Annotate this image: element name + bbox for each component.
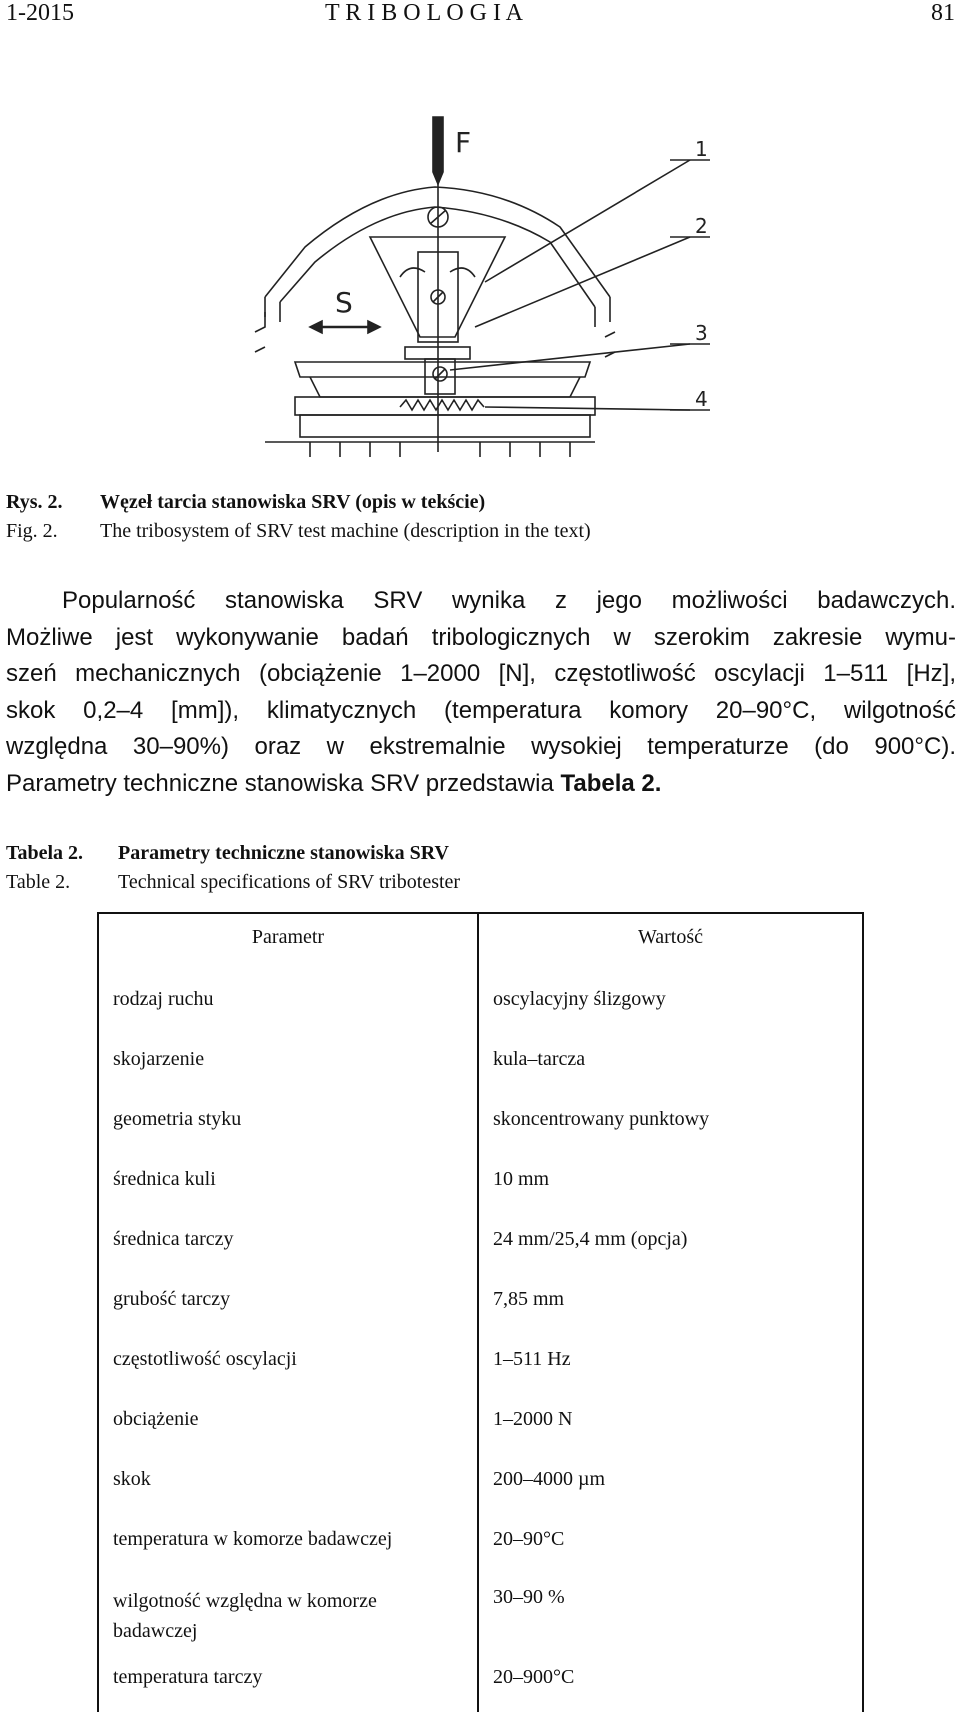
table-row [99,1154,862,1214]
value-cell: 1–511 Hz [493,1348,571,1370]
srv-tribosystem-drawing [250,112,720,472]
figure-caption-en-text: The tribosystem of SRV test machine (description in the text) [100,520,591,542]
param-cell: geometria styku [99,1094,478,1154]
param-cell: wilgotność względna w komorze badawczej [99,1574,478,1652]
table-row [99,974,862,1034]
col-header-value: Wartość [637,926,704,948]
figure-caption-pl [6,491,63,514]
table-row [99,1334,862,1394]
param-cell: rodzaj ruchu [99,974,478,1034]
figure-caption-pl-text: Węzeł tarcia stanowiska SRV (opis w tekście) [100,491,486,513]
table-reference: Tabela 2. [560,769,662,797]
para-line-3: szeń mechanicznych (obciążenie 1–2000 [N], częstotliwość oscylacji 1–511 [Hz], [6,660,956,688]
label-S: S [335,286,353,319]
value-cell: 7,85 mm [493,1288,565,1310]
value-cell: 1–2000 N [493,1408,573,1430]
label-F: F [455,126,472,159]
label-4: 4 [695,387,708,411]
param-cell: grubość tarczy [99,1274,478,1334]
table-row [99,1274,862,1334]
body-paragraph [6,583,956,803]
figure-caption-en-label: Fig. 2. [6,520,58,542]
value-cell: 24 mm/25,4 mm (opcja) [493,1228,688,1250]
table-row [99,1514,862,1574]
table-caption-pl-label: Tabela 2. [6,842,84,864]
para-line-4: skok 0,2–4 [mm]), klimatycznych (temperatura komory 20–90°C, wilgotność [6,696,956,724]
page-number: 81 [931,0,955,26]
value-cell: 30–90 % [493,1586,565,1608]
para-line-1: Popularność stanowiska SRV wynika z jego możliwości badawczych. [62,587,956,614]
para-line-5: względna 30–90%) oraz w ekstremalnie wysokiej temperaturze (do 900°C). [6,733,956,761]
table-caption-en-text: Technical specifications of SRV tribotester [118,871,461,893]
value-cell: oscylacyjny ślizgowy [493,988,666,1010]
param-cell: skok [99,1454,478,1514]
para-line-2: Możliwe jest wykonywanie badań tribologicznych w szerokim zakresie wymu- [6,623,956,651]
param-cell: temperatura w komorze badawczej [99,1514,478,1574]
param-cell: skojarzenie [99,1034,478,1094]
value-cell: kula–tarcza [493,1048,586,1070]
journal-title: T R I B O L O G I A [325,0,523,26]
param-cell: obciążenie [99,1394,478,1454]
table-row [99,1454,862,1514]
value-cell: 20–900°C [493,1666,575,1688]
spec-table [99,914,862,1712]
journal-issue: 1-2015 [6,0,74,26]
table-row [99,1214,862,1274]
table-row [99,1094,862,1154]
param-cell: częstotliwość oscylacji [99,1334,478,1394]
figure-caption-pl-label: Rys. 2. [6,491,63,513]
table-row [99,1652,862,1712]
value-cell: 200–4000 µm [493,1468,606,1490]
value-cell: skoncentrowany punktowy [493,1108,710,1130]
table-row [99,1574,862,1652]
para-line-6: Parametry techniczne stanowiska SRV przedstawia Tabela 2. [6,769,662,797]
table-caption-en-label: Table 2. [6,871,71,893]
table-row [99,1034,862,1094]
label-3: 3 [695,321,708,345]
table-caption-pl-text: Parametry techniczne stanowiska SRV [118,842,449,864]
col-header-parameter: Parametr [99,914,478,974]
value-cell: 10 mm [493,1168,550,1190]
label-1: 1 [695,137,708,161]
label-2: 2 [695,214,708,238]
param-cell: temperatura tarczy [99,1652,478,1712]
table-row [99,1394,862,1454]
param-cell: średnica kuli [99,1154,478,1214]
value-cell: 20–90°C [493,1528,565,1550]
param-cell: średnica tarczy [99,1214,478,1274]
